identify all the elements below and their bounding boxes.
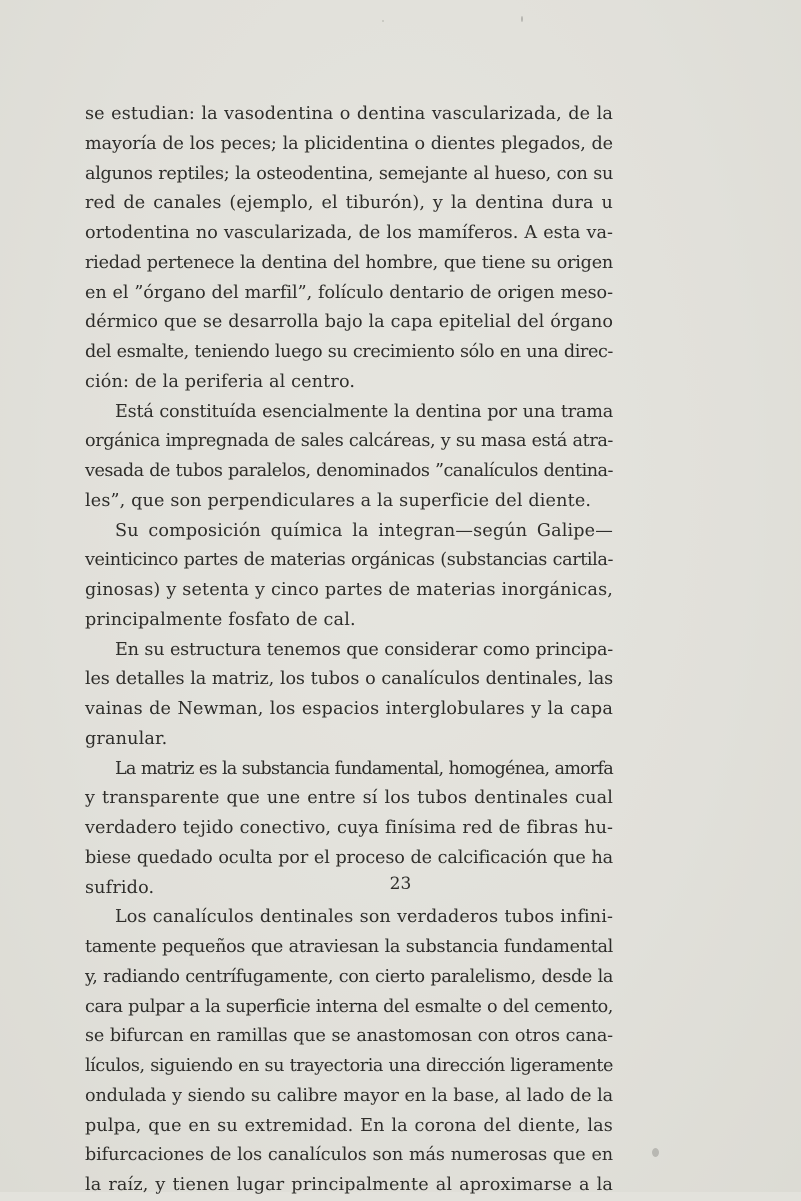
- text-line: Los canalículos dentinales son verdaderos tubos infini-: [115, 907, 613, 928]
- text-line: la raíz, y tienen lugar principalmente al aproximarse a la: [85, 1175, 613, 1195]
- text-line: del esmalte, teniendo luego su crecimiento sólo en una direc-: [85, 342, 613, 362]
- text-line: cara pulpar a la superficie interna del esmalte o del cemento,: [85, 996, 613, 1017]
- text-line: ondulada y siendo su calibre mayor en la base, al lado de la: [85, 1085, 613, 1106]
- text-line: se estudian: la vasodentina o dentina vascularizada, de la: [85, 104, 613, 124]
- text-line: lículos, siguiendo en su trayectoria una dirección ligeramente: [85, 1056, 613, 1076]
- text-line: pulpa, que en su extremidad. En la corona del diente, las: [85, 1115, 613, 1136]
- text-line: les detalles la matriz, los tubos o canalículos dentinales, las: [85, 669, 613, 690]
- text-line: biese quedado oculta por el proceso de calcificación que ha: [85, 847, 613, 868]
- text-line: vainas de Newman, los espacios interglobulares y la capa: [85, 699, 613, 719]
- text-line: vesada de tubos paralelos, denominados ”canalículos dentina-: [85, 461, 613, 481]
- paper-speck: [652, 1148, 659, 1157]
- text-line: sufrido.: [85, 877, 155, 898]
- text-line: ortodentina no vascularizada, de los mamíferos. A esta va-: [85, 223, 613, 243]
- text-line: ginosas) y setenta y cinco partes de materias inorgánicas,: [85, 580, 613, 600]
- text-line: red de canales (ejemplo, el tiburón), y la dentina dura u: [85, 193, 613, 214]
- text-line: algunos reptiles; la osteodentina, semejante al hueso, con su: [85, 163, 613, 184]
- text-line: se bifurcan en ramillas que se anastomosan con otros cana-: [85, 1026, 613, 1047]
- text-line: verdadero tejido conectivo, cuya finísima red de fibras hu-: [85, 818, 613, 838]
- text-line: les”, que son perpendiculares a la superficie del diente.: [85, 490, 592, 511]
- text-line: veinticinco partes de materias orgánicas (substancias cartila-: [85, 550, 613, 571]
- paper-speck: [521, 16, 523, 22]
- text-line: y, radiando centrífugamente, con cierto paralelismo, desde la: [85, 966, 613, 987]
- text-line: mayoría de los peces; la plicidentina o dientes plegados, de: [85, 133, 613, 154]
- text-line: dérmico que se desarrolla bajo la capa epitelial del órgano: [85, 312, 613, 333]
- text-line: Está constituída esencialmente la dentina por una trama: [115, 401, 613, 422]
- text-line: y transparente que une entre sí los tubos dentinales cual: [85, 788, 613, 809]
- text-line: Su composición química la integran—según Galipe—: [115, 520, 613, 541]
- page-number: 23: [389, 874, 412, 894]
- text-line: granular.: [85, 728, 168, 749]
- text-line: En su estructura tenemos que considerar como principa-: [115, 639, 613, 660]
- text-line: ción: de la periferia al centro.: [85, 371, 356, 392]
- text-line: principalmente fosfato de cal.: [85, 609, 356, 630]
- text-line: orgánica impregnada de sales calcáreas, y su masa está atra-: [85, 431, 613, 452]
- text-line: riedad pertenece la dentina del hombre, que tiene su origen: [85, 252, 613, 273]
- text-line: tamente pequeños que atraviesan la substancia fundamental: [85, 937, 613, 957]
- text-line: en el ”órgano del marfil”, folículo dentario de origen meso-: [85, 282, 613, 303]
- text-line: La matriz es la substancia fundamental, homogénea, amorfa: [115, 758, 613, 779]
- paper-speck: [382, 20, 384, 22]
- body-text: [85, 100, 613, 1201]
- text-line: bifurcaciones de los canalículos son más numerosas que en: [85, 1145, 613, 1166]
